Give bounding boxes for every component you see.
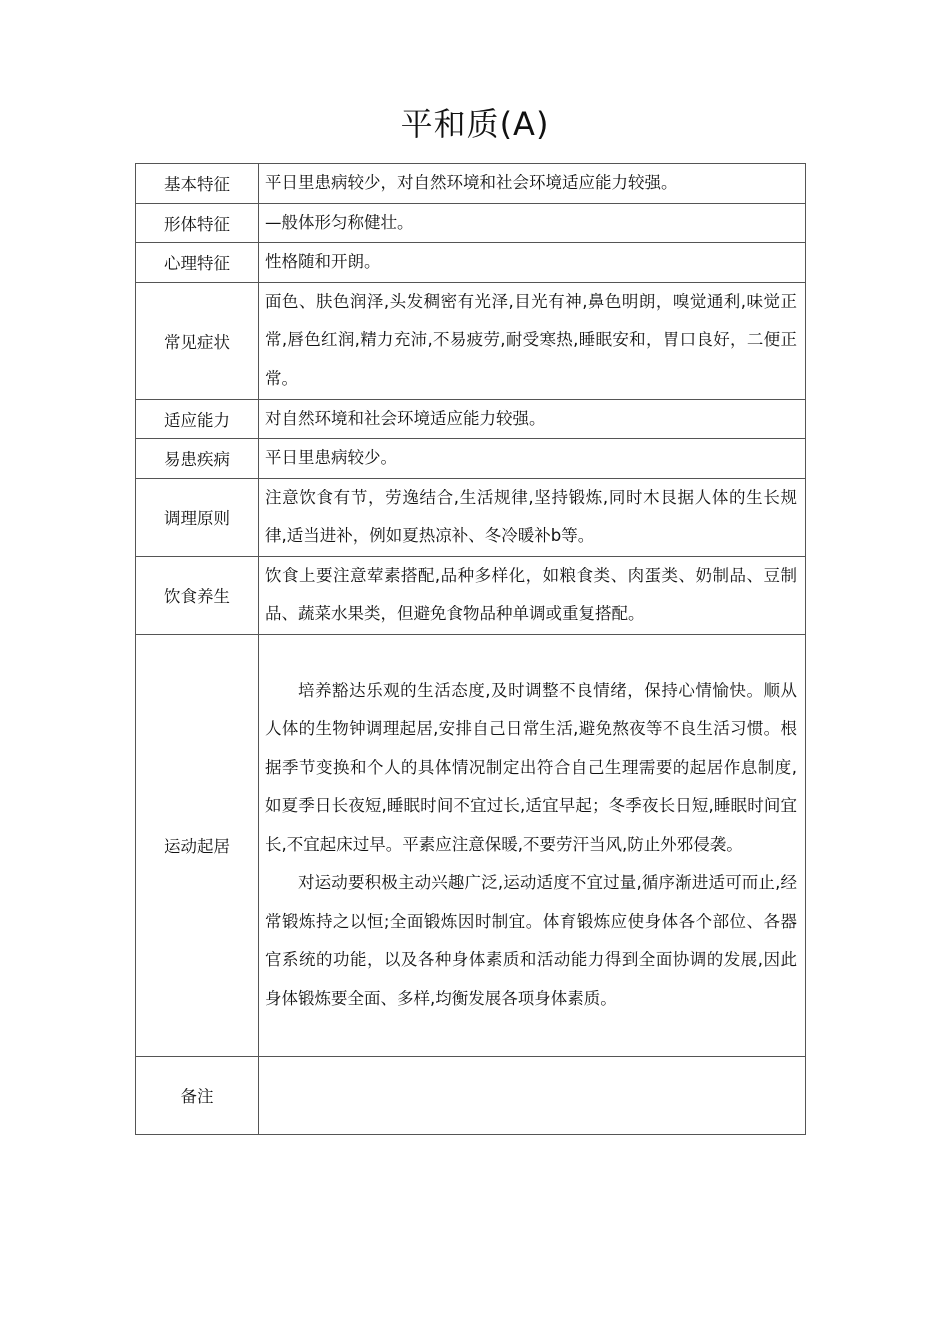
- table-row: [136, 164, 806, 204]
- table-row: [136, 556, 806, 634]
- notes-content: [259, 1056, 806, 1134]
- table-row: [136, 1056, 806, 1134]
- row-label: 常见症状: [136, 282, 259, 399]
- row-label: 形体特征: [136, 203, 259, 243]
- table-row: [136, 282, 806, 399]
- table-row: [136, 399, 806, 439]
- table-row: [136, 203, 806, 243]
- row-label: 基本特征: [136, 164, 259, 204]
- row-content: 注意饮食有节，劳逸结合,生活规律,坚持锻炼,同时木艮据人体的生长规律,适当进补，例如夏热凉补、冬冷暖补b等。: [259, 478, 806, 556]
- row-content: 饮食上要注意荤素搭配,品种多样化，如粮食类、肉蛋类、奶制品、豆制品、蔬菜水果类，但避免食物品种单调或重复搭配。: [259, 556, 806, 634]
- constitution-table: [135, 163, 806, 1135]
- row-label: 适应能力: [136, 399, 259, 439]
- page-title: 平和质(A): [400, 105, 550, 143]
- row-content: 平日里患病较少。: [259, 439, 806, 479]
- row-label: 心理特征: [136, 243, 259, 283]
- table-row: [136, 439, 806, 479]
- row-label: 调理原则: [136, 478, 259, 556]
- row-label: 运动起居: [136, 634, 259, 1056]
- paragraph: 对运动要积极主动兴趣广泛,运动适度不宜过量,循序渐进适可而止,经常锻炼持之以恒;全面锻炼因时制宜。体育锻炼应使身体各个部位、各器官系统的功能，以及各种身体素质和活动能力得到全面协调的发展,因此身体锻炼要全面、多样,均衡发展各项身体素质。: [265, 873, 797, 1008]
- table-row: [136, 243, 806, 283]
- row-content: 对自然环境和社会环境适应能力较强。: [259, 399, 806, 439]
- paragraph: 培养豁达乐观的生活态度,及时调整不良情绪，保持心情愉快。顺从人体的生物钟调理起居,安排自己日常生活,避免熬夜等不良生活习惯。根据季节变换和个人的具体情况制定出符合自己生理需要的起居作息制度,如夏季日长夜短,睡眠时间不宜过长,适宜早起；冬季夜长日短,睡眠时间宜长,不宜起床过早。平素应注意保暖,不要劳汗当风,防止外邪侵袭。: [265, 680, 797, 854]
- row-content: 面色、肤色润泽,头发稠密有光泽,目光有神,鼻色明朗，嗅觉通利,味觉正常,唇色红润,精力充沛,不易疲劳,耐受寒热,睡眠安和，胃口良好，二便正常。: [259, 282, 806, 399]
- table-row: [136, 634, 806, 1056]
- table-row: [136, 478, 806, 556]
- row-content: 性格随和开朗。: [259, 243, 806, 283]
- row-content: [259, 634, 806, 1056]
- row-label: 易患疾病: [136, 439, 259, 479]
- row-content: —般体形匀称健壮。: [259, 203, 806, 243]
- row-label: 饮食养生: [136, 556, 259, 634]
- row-label: 备注: [136, 1056, 259, 1134]
- row-content: 平日里患病较少，对自然环境和社会环境适应能力较强。: [259, 164, 806, 204]
